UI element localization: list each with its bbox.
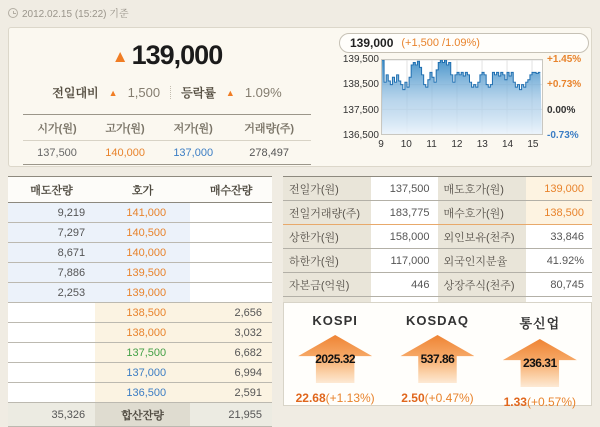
info-row bbox=[283, 225, 592, 249]
price-block bbox=[9, 28, 325, 166]
chart-x-label: 9 bbox=[378, 139, 384, 150]
index-card-통신업 bbox=[489, 303, 591, 409]
info-value: 33,846 bbox=[550, 231, 584, 243]
info-value: 183,775 bbox=[389, 207, 430, 219]
ask-quantity: 2,253 bbox=[8, 283, 95, 303]
info-value: 446 bbox=[411, 279, 430, 291]
quote-panel bbox=[8, 27, 592, 167]
divider bbox=[170, 86, 171, 99]
empty-cell bbox=[8, 323, 95, 343]
ohlc-header-row bbox=[23, 115, 311, 141]
orderbook-bid-row[interactable] bbox=[8, 303, 272, 323]
clock-icon bbox=[8, 8, 18, 18]
price-area-chart bbox=[382, 60, 542, 134]
chart-x-label: 13 bbox=[476, 139, 488, 150]
ask-price: 140,000 bbox=[95, 243, 190, 263]
orderbook-ask-row[interactable] bbox=[8, 243, 272, 263]
empty-cell bbox=[8, 363, 95, 383]
ohlc-value: 137,000 bbox=[173, 147, 214, 159]
index-arrow bbox=[400, 335, 474, 383]
bid-quantity: 3,032 bbox=[190, 323, 272, 343]
ohlc-header: 고가(원) bbox=[105, 123, 145, 135]
bid-quantity: 2,591 bbox=[190, 383, 272, 403]
chart-pct-label: 0.00% bbox=[547, 104, 576, 116]
change-label: 전일대비 bbox=[52, 86, 99, 100]
empty-cell bbox=[190, 223, 272, 243]
chart-price-label bbox=[339, 33, 589, 53]
info-label: 전일거래량(주) bbox=[283, 201, 371, 225]
info-row bbox=[283, 177, 592, 201]
index-change: 1.33(+0.57%) bbox=[503, 395, 577, 409]
info-label: 전일가(원) bbox=[283, 177, 371, 201]
orderbook-ask-row[interactable] bbox=[8, 223, 272, 243]
index-arrow bbox=[298, 335, 372, 383]
chart-y-label: 139,500 bbox=[342, 54, 379, 65]
ohlc-value: 140,000 bbox=[105, 147, 145, 159]
ask-quantity: 7,297 bbox=[8, 223, 95, 243]
ohlc-header: 시가(원) bbox=[37, 123, 77, 135]
orderbook-header-row bbox=[8, 177, 272, 203]
ohlc-value: 137,500 bbox=[37, 147, 77, 159]
orderbook-total-row bbox=[8, 403, 272, 427]
chart-block bbox=[339, 33, 589, 165]
info-label: 매도호가(원) bbox=[438, 177, 526, 201]
bid-price: 138,500 bbox=[95, 303, 190, 323]
orderbook-bid-row[interactable] bbox=[8, 323, 272, 343]
rate-value: 1.09% bbox=[244, 85, 282, 100]
chart-x-label: 11 bbox=[426, 139, 437, 150]
index-value: 537.86 bbox=[420, 352, 455, 366]
orderbook-ask-row[interactable] bbox=[8, 263, 272, 283]
ohlc-table bbox=[23, 114, 311, 165]
empty-cell bbox=[190, 243, 272, 263]
bid-quantity: 6,994 bbox=[190, 363, 272, 383]
ask-quantity: 8,671 bbox=[8, 243, 95, 263]
index-name: KOSPI bbox=[312, 313, 358, 328]
chart-x-label: 14 bbox=[502, 139, 514, 150]
chart-y-label: 137,500 bbox=[342, 104, 379, 116]
chart-x-label: 10 bbox=[400, 139, 412, 150]
info-row bbox=[283, 273, 592, 297]
orderbook-header: 매도잔량 bbox=[30, 185, 73, 197]
info-label: 외인보유(천주) bbox=[438, 225, 526, 249]
orderbook-body bbox=[8, 203, 272, 427]
chart-x-label: 15 bbox=[527, 139, 539, 150]
info-value: 138,500 bbox=[526, 201, 593, 225]
intraday-chart[interactable] bbox=[339, 54, 589, 163]
info-value: 137,500 bbox=[389, 183, 430, 195]
up-triangle-icon: ▲ bbox=[111, 47, 128, 66]
index-arrow bbox=[503, 339, 577, 387]
bid-price: 136,500 bbox=[95, 383, 190, 403]
change-row bbox=[9, 84, 325, 101]
empty-cell bbox=[8, 303, 95, 323]
ask-price: 140,500 bbox=[95, 223, 190, 243]
total-label: 합산잔량 bbox=[95, 403, 190, 427]
info-value: 117,000 bbox=[390, 255, 430, 267]
change-value: 1,500 bbox=[127, 85, 161, 100]
empty-cell bbox=[190, 263, 272, 283]
index-card-kosdaq bbox=[386, 303, 488, 405]
ask-quantity: 7,886 bbox=[8, 263, 95, 283]
bid-total: 21,955 bbox=[190, 403, 272, 427]
orderbook-table bbox=[8, 176, 272, 427]
up-triangle-icon: ▲ bbox=[108, 87, 118, 98]
ask-price: 139,000 bbox=[95, 283, 190, 303]
bid-price: 137,500 bbox=[95, 343, 190, 363]
index-name: KOSDAQ bbox=[405, 313, 470, 328]
info-label: 자본금(억원) bbox=[283, 273, 371, 297]
ask-quantity: 9,219 bbox=[8, 203, 95, 223]
ask-price: 141,000 bbox=[95, 203, 190, 223]
orderbook-ask-row[interactable] bbox=[8, 283, 272, 303]
info-value: 80,745 bbox=[550, 279, 584, 291]
rate-label: 등락률 bbox=[181, 86, 216, 100]
empty-cell bbox=[8, 383, 95, 403]
chart-pct-label: -0.73% bbox=[547, 130, 579, 141]
empty-cell bbox=[8, 343, 95, 363]
info-row bbox=[283, 201, 592, 225]
index-name: 통신업 bbox=[519, 316, 561, 331]
chart-y-label: 136,500 bbox=[342, 130, 379, 141]
timestamp-text: 2012.02.15 (15:22) 기준 bbox=[22, 9, 129, 20]
current-price bbox=[9, 40, 325, 71]
orderbook-header: 호가 bbox=[131, 185, 154, 197]
ohlc-value-row bbox=[23, 141, 311, 165]
chart-pct-label: +1.45% bbox=[547, 54, 582, 65]
chart-pct-label: +0.73% bbox=[547, 79, 582, 91]
info-label: 상한가(원) bbox=[283, 225, 371, 249]
info-value: 158,000 bbox=[389, 231, 430, 243]
info-label: 외국인지분율 bbox=[438, 249, 526, 273]
timestamp bbox=[8, 5, 129, 20]
info-label: 매수호가(원) bbox=[438, 201, 526, 225]
ohlc-value: 278,497 bbox=[249, 147, 289, 159]
chart-label-change: (+1,500 /1.09%) bbox=[401, 37, 480, 49]
info-row bbox=[283, 249, 592, 273]
index-value: 236.31 bbox=[522, 356, 557, 370]
ohlc-header: 저가(원) bbox=[173, 123, 213, 135]
index-change: 22.68(+1.13%) bbox=[295, 391, 375, 405]
index-value: 2025.32 bbox=[315, 352, 356, 366]
ask-price: 139,500 bbox=[95, 263, 190, 283]
current-price-value: 139,000 bbox=[131, 40, 223, 70]
info-value: 41.92% bbox=[546, 255, 584, 267]
orderbook-bid-row[interactable] bbox=[8, 343, 272, 363]
bid-quantity: 2,656 bbox=[190, 303, 272, 323]
bid-price: 137,000 bbox=[95, 363, 190, 383]
chart-x-label: 12 bbox=[451, 139, 463, 150]
stock-info-table bbox=[283, 176, 592, 321]
info-label: 상장주식(천주) bbox=[438, 273, 526, 297]
bid-price: 138,000 bbox=[95, 323, 190, 343]
up-triangle-icon: ▲ bbox=[225, 87, 235, 98]
ohlc-header: 거래량(주) bbox=[244, 123, 295, 135]
empty-cell bbox=[190, 283, 272, 303]
index-card-kospi bbox=[284, 303, 386, 405]
chart-plot-area[interactable] bbox=[381, 59, 543, 135]
index-change: 2.50(+0.47%) bbox=[401, 391, 474, 405]
chart-label-price: 139,000 bbox=[350, 36, 394, 50]
empty-cell bbox=[190, 203, 272, 223]
bid-quantity: 6,682 bbox=[190, 343, 272, 363]
info-value: 139,000 bbox=[526, 177, 593, 201]
ask-total: 35,326 bbox=[8, 403, 95, 427]
chart-y-label: 138,500 bbox=[342, 79, 379, 91]
info-body bbox=[283, 177, 592, 321]
info-label: 하한가(원) bbox=[283, 249, 371, 273]
orderbook-header: 매수잔량 bbox=[209, 185, 253, 197]
orderbook-bid-row[interactable] bbox=[8, 383, 272, 403]
market-index-panel bbox=[283, 302, 592, 409]
orderbook-bid-row[interactable] bbox=[8, 363, 272, 383]
orderbook-ask-row[interactable] bbox=[8, 203, 272, 223]
